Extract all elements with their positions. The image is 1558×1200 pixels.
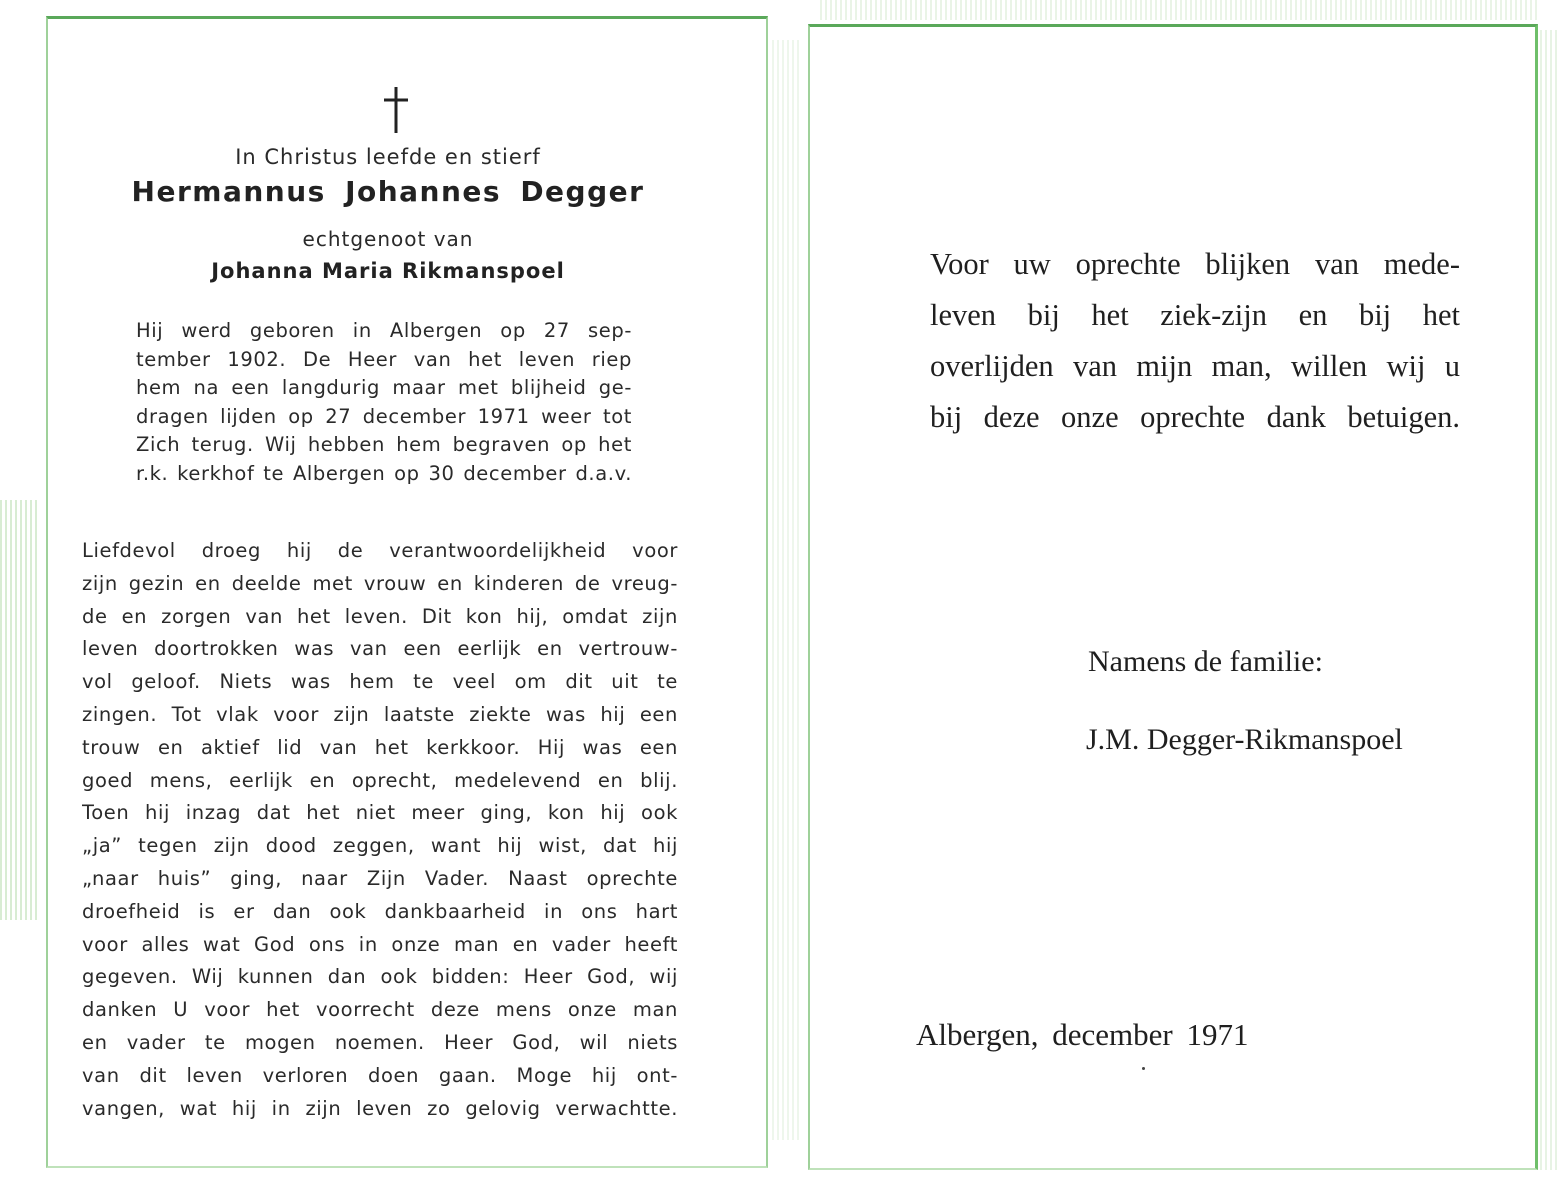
bio-line: droefheid is er dan ook dankbaarheid in ons hart	[82, 899, 678, 923]
spouse-name: Johanna Maria Rikmanspoel	[211, 259, 565, 283]
bio-line: voor alles wat God ons in onze man en vader heeft	[82, 932, 678, 956]
birth-paragraph	[136, 317, 632, 489]
spouse-prefix: echtgenoot van	[302, 227, 474, 251]
bio-line: van dit leven verloren doen gaan. Moge hij ont-	[82, 1063, 678, 1087]
bio-line: gegeven. Wij kunnen dan ook bidden: Heer God, wij	[82, 965, 678, 989]
scan-artifact-right	[1540, 30, 1558, 1170]
print-speck	[1142, 1067, 1145, 1070]
memorial-card-back	[808, 24, 1538, 1170]
bio-line: „ja” tegen zijn dood zeggen, want hij wist, dat hij	[82, 834, 678, 858]
birth-line: Hij werd geboren in Albergen op 27 sep-	[136, 319, 632, 342]
bio-line: trouw en aktief lid van het kerkkoor. Hij was een	[82, 735, 678, 759]
scan-artifact-left	[0, 500, 40, 920]
bio-line: danken U voor het voorrecht deze mens onze man	[82, 998, 678, 1022]
bio-line: Toen hij inzag dat het niet meer ging, kon hij ook	[82, 801, 678, 825]
memorial-card-front	[46, 16, 768, 1168]
birth-line: r.k. kerkhof te Albergen op 30 december d.a.v.	[136, 461, 632, 485]
signature-name: J.M. Degger-Rikmanspoel	[1086, 723, 1403, 756]
birth-line: hem na een langdurig maar met blijheid ge-	[136, 376, 632, 400]
bio-line: vol geloof. Niets was hem te veel om dit uit te	[82, 670, 678, 694]
thanks-line: overlijden van mijn man, willen wij u	[930, 349, 1460, 383]
on-behalf-line: Namens de familie:	[1088, 645, 1323, 678]
scan-artifact-top	[820, 0, 1540, 20]
bio-line: vangen, wat hij in zijn leven zo gelovig verwachtte.	[82, 1096, 678, 1120]
thanks-line: leven bij het ziek-zijn en bij het	[930, 298, 1460, 332]
thanks-line: Voor uw oprechte blijken van mede-	[930, 247, 1460, 281]
bio-line: de en zorgen van het leven. Dit kon hij, omdat zijn	[82, 604, 678, 628]
birth-line: tember 1902. De Heer van het leven riep	[136, 347, 632, 371]
place-date: Albergen, december 1971	[916, 1017, 1249, 1052]
bio-line: goed mens, eerlijk en oprecht, medelevend en blij.	[82, 768, 678, 792]
bio-line: leven doortrokken was van een eerlijk en vertrouw-	[82, 637, 678, 661]
bio-line: zingen. Tot vlak voor zijn laatste ziekte was hij een	[82, 702, 678, 726]
deceased-name: Hermannus Johannes Degger	[131, 175, 645, 208]
bio-line: zijn gezin en deelde met vrouw en kinderen de vreug-	[82, 571, 678, 595]
bio-line: en vader te mogen noemen. Heer God, wil niets	[82, 1030, 678, 1054]
bio-line: Liefdevol droeg hij de verantwoordelijkheid voor	[82, 539, 678, 562]
thanks-line: bij deze onze oprechte dank betuigen.	[930, 400, 1460, 434]
cross-icon	[382, 85, 410, 135]
scan-artifact-middle	[772, 40, 802, 1140]
biography-paragraph	[82, 535, 678, 1125]
birth-line: Zich terug. Wij hebben hem begraven op het	[136, 433, 632, 457]
birth-line: dragen lijden op 27 december 1971 weer tot	[136, 404, 632, 428]
thanks-paragraph	[930, 239, 1460, 443]
bio-line: „naar huis” ging, naar Zijn Vader. Naast oprechte	[82, 866, 678, 890]
intro-line: In Christus leefde en stierf	[235, 145, 541, 169]
